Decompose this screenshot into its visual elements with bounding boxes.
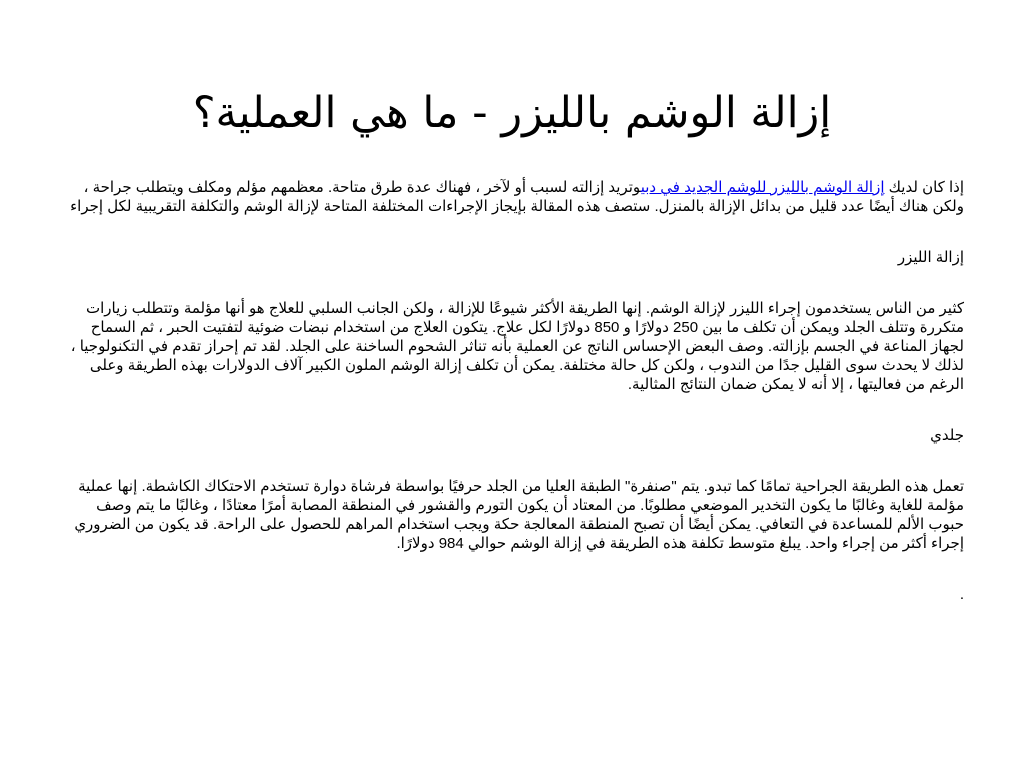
intro-prefix: إذا كان لديك <box>884 179 964 196</box>
trailing-dot: . <box>959 586 964 603</box>
intro-paragraph <box>58 178 964 216</box>
skin-heading: جلدي <box>930 427 964 444</box>
slide-body <box>58 178 964 636</box>
laser-paragraph: كثير من الناس يستخدمون إجراء الليزر لإزالة الوشم. إنها الطريقة الأكثر شيوعًا للإزالة ، ولكن الجانب السلبي للعلاج هو أنها مؤلمة وتتطلب زيارات متكررة وتتلف الجلد ويمكن أن تكلف ما بين 250 دولارًا و 850 دولارًا لكل علاج. يتكون العلاج من استخدام نبضات ضوئية لتفتيت الحبر ، ثم السماح لجهاز المناعة في الجسم بإزالته. وصف البعض الإحساس الناتج عن العملية بأنه تناثر الشحوم الساخنة على الجلد. لقد تم إحراز تقدم في التكنولوجيا ، لذلك لا يحدث سوى القليل جدًا من الندوب ، ولكن كل حالة مختلفة. يمكن أن تكلف إزالة الوشم الملون الكبير آلاف الدولارات بهذه الطريقة وعلى الرغم من فعاليتها ، إلا أنه لا يمكن ضمان النتائج المثالية. <box>70 300 964 393</box>
laser-heading: إزالة الليزر <box>897 249 964 266</box>
slide-title: إزالة الوشم بالليزر - ما هي العملية؟ <box>192 87 832 138</box>
intro-suffix: وتريد إزالته لسبب أو لآخر ، فهناك عدة طرق متاحة. معظمهم مؤلم ومكلف ويتطلب جراحة ، ولكن هناك أيضًا عدد قليل من بدائل الإزالة بالمنزل. ستصف هذه المقالة بإيجاز الإجراءات المختلفة المتاحة لإزالة الوشم والتكلفة التقريبية لكل إجراء <box>70 179 964 215</box>
skin-paragraph: تعمل هذه الطريقة الجراحية تمامًا كما تبدو. يتم "صنفرة" الطبقة العليا من الجلد حرفيًا بواسطة فرشاة دوارة تستخدم الاحتكاك الكاشطة. إنها عملية مؤلمة للغاية وغالبًا ما يكون التخدير الموضعي مطلوبًا. من المعتاد أن يكون التورم والقشور في المنطقة المصابة أمرًا معتادًا ، وغالبًا ما يتم وصف حبوب الألم للمساعدة في التعافي. يمكن أيضًا أن تصبح المنطقة المعالجة حكة ويجب استخدام المراهم للحصول على الراحة. قد يكون من الضروري إجراء أكثر من إجراء واحد. يبلغ متوسط تكلفة هذه الطريقة في إزالة الوشم حوالي 984 دولارًا. <box>74 478 964 552</box>
laser-removal-link[interactable]: إزالة الوشم بالليزر للوشم الجديد في دبي <box>640 179 885 196</box>
